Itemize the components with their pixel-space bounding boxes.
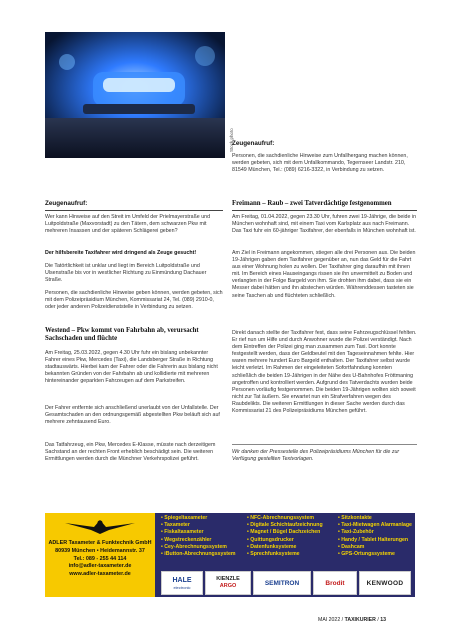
service-item: • Fiskaltaxameter [161, 529, 204, 536]
thanks-note: Wir danken der Pressestelle des Polizeipräsidiums München für die zur Verfügung gestellten Textvorlagen. [232, 449, 400, 463]
ad-services-col2 [247, 515, 323, 558]
service-item: • Sitzkontakte [338, 515, 372, 521]
service-item: • Taxameter [161, 522, 190, 529]
service-item: • Sprechfunksysteme [247, 551, 300, 558]
service-item: • Digitale Schichtaufzeichnung [247, 522, 323, 529]
left-p3: Die Tatörtlichkeit ist unklar und liegt im Bereich Luitpoldstraße und Ulsenstraße bis vor in westlicher Richtung zu Einmündung Dachauer Straße. [45, 263, 207, 284]
service-item: • Datenfunksysteme [247, 543, 297, 550]
right-p3: Direkt danach stellte der Taxifahrer fest, dass seine Fahrzeugschlüssel fehlten. Er rief nun um Hilfe und durch Anwohner wurde die Polizei verständigt. Nach dem Eintreffen der Polizei ging man zusammen zum Taxi. Dort konnte festgestellt werden, dass der Geldbeutel mit den Tageseinnahmen fehlte. Hier waren mehrere hundert Euro Bargeld enthalten. Der Taxifahrer selbst wurde leicht verletzt. Im Rahmen der eingeleiteten Sofortfahndung konnten schließlich die beiden 19-Jährigen in der Nähe des U-Bahnhofes Fröttmaning angetroffen und kontrolliert werden. Aufgrund des Tatverdachts wurden beide Personen vorläufig festgenommen. Die beiden 19-Jährigen wollten sich soweit nicht zur Tat äußern. Sie erwartet nun ein Strafverfahren wegen des Raubdelikts. Die weiteren Ermittlungen in dieser Sache werden durch das Kommissariat 21 des Polizeipräsidiums München geführt. [232, 330, 417, 415]
ad-company-panel [45, 513, 155, 597]
left-p2: Der hilfsbereite Taxifahrer wird dringend als Zeuge gesucht! [45, 250, 197, 256]
left-rule [45, 210, 223, 211]
police-light-photo [45, 32, 225, 158]
left-title: Zeugenaufruf: [45, 200, 88, 207]
hale-logo: HALE electronic [161, 571, 203, 595]
left-p6: Der Fahrer entfernte sich anschließend unerlaubt von der Unfallstelle. Der Gesamtschaden an den ordnungsgemäß abgestellten Pkw beläuft sich auf mehrere zehntausend Euro. [45, 405, 220, 426]
footer-date: MAI 2022 [318, 617, 341, 623]
left-headline: Westend – Pkw kommt von Fahrbahn ab, verursacht Sachschaden und flüchte [45, 327, 199, 342]
right-top-title: Zeugenaufruf: [232, 140, 275, 147]
thanks-rule [232, 444, 417, 445]
service-item: • Quittungsdrucker [247, 536, 294, 543]
right-rule [232, 210, 417, 211]
service-item: • Spiegeltaxameter [161, 515, 208, 521]
footer-magazine: TAXIKURIER [344, 617, 376, 623]
service-item: • Cey-Abrechnungssystem [161, 543, 227, 550]
left-p5: Am Freitag, 25.03.2022, gegen 4.30 Uhr fuhr ein bislang unbekannter Fahrer eines Pkw, Mercedes (Taxi), die Landsberger Straße in Richtung stadtauswärts. Hierbei kam der Fahrer oder die Fahrerin aus bislang nicht bekannten Gründen von der Fahrbahn ab und kollidierte mit mehreren hintereinander geparkten Fahrzeugen auf dem Parkstreifen. [45, 350, 218, 385]
page-footer: MAI 2022 / TAXIKURIER / 13 [318, 617, 387, 623]
service-item: • Dashcam [338, 543, 365, 550]
right-p2: Am Ziel in Freimann angekommen, stiegen alle drei Personen aus. Die beiden 19-Jährigen gaben dem Taxifahrer gegenüber an, nun das Geld für die Fahrt aus einer Wohnung holen zu wollen. Der Taxifahrer ging daraufhin mit ihnen mit. Im Bereich eines Hauseingangs rissen sie ihn unvermittelt zu Boden und verlangten in der Folge Bargeld von ihm. Sie drohten ihm dabei, dass sie ein Messer dabei hätten und ihn abstechen würden. Währenddessen tasteten sie seine Taschen ab und flüchteten schließlich. [232, 250, 416, 299]
left-p1: Wer kann Hinweise auf den Streit im Umfeld der Prielmayerstraße und Luitpoldstraße (Maxvorstadt) zu den Tätern, dem schwarzen Pkw mit mehreren Insassen und der späteren Schlägerei geben? [45, 214, 211, 235]
ad-address: 80939 München • Heidemannstr. 37 [55, 547, 145, 554]
footer-page-number: 13 [380, 617, 387, 623]
service-item: • Handy / Tablet Halterungen [338, 536, 409, 543]
ad-website[interactable]: www.adler-taxameter.de [69, 571, 131, 578]
service-item: • iButton-Abrechnungssystem [161, 551, 236, 558]
service-item: • Magnet / Bügel Dachzeichen [247, 529, 321, 536]
right-top-text: Personen, die sachdienliche Hinweise zum Unfallhergang machen können, werden gebeten, sich mit dem Unfallkommando, Tegernseer Landstr. 210, 81549 München, Tel.: (089) 6216-3322, in Verbindung zu setzen. [232, 153, 408, 174]
ad-company-name: ADLER Taxameter & Funktechnik GmbH [48, 540, 152, 546]
brodit-logo: Brodit [313, 571, 357, 595]
left-p7: Das Tatfahrzeug, ein Pkw, Mercedes E-Klasse, müsste nach derzeitigem Sachstand an der rechten Front erheblich beschädigt sein. Die weiteren Ermittlungen werden durch die Münchner Verkehrspolizei geführt. [45, 442, 216, 463]
service-item: • GPS-Ortungssysteme [338, 551, 395, 558]
kienzle-argo-logo: KIENZLE ARGO [205, 571, 251, 595]
photo-credit: Stock photo [229, 128, 234, 152]
ad-services-panel [155, 513, 415, 597]
police-light-illustration [45, 32, 225, 158]
eagle-logo-icon [65, 517, 135, 535]
service-item: • Taxi-Zubehör [338, 529, 374, 536]
ad-services-col1 [161, 515, 235, 558]
kenwood-logo: KENWOOD [359, 571, 411, 595]
ad-services-col3 [338, 515, 412, 558]
ad-tel: Tel.: 089 - 255 44 114 [73, 555, 127, 562]
right-headline: Freimann – Raub – zwei Tatverdächtige festgenommen [232, 200, 392, 207]
service-item: • Wegstreckenzähler [161, 536, 212, 543]
left-p4: Personen, die sachdienliche Hinweise geben können, werden gebeten, sich mit dem Polizeipräsidium München, Kommissariat 24, Tel. (089) 2910-0, oder jeder anderen Polizeidienststelle in Verbindung zu setzen. [45, 290, 223, 311]
ad-email[interactable]: info@adler-taxameter.de [68, 563, 132, 570]
service-item: • NFC-Abrechnungssystem [247, 515, 314, 521]
right-p1: Am Freitag, 01.04.2022, gegen 23.30 Uhr, fuhren zwei 19-Jährige, die beide in München wohnhaft sind, mit einem Taxi vom Karlsplatz aus nach Freimann. Das Taxi fuhr ein 60-jähriger Taxifahrer, der ebenfalls in München wohnhaft ist. [232, 214, 417, 235]
semitron-logo: SEMITRON [253, 571, 311, 595]
service-item: • Taxi-Mietwagen Alarmanlage [338, 522, 412, 529]
